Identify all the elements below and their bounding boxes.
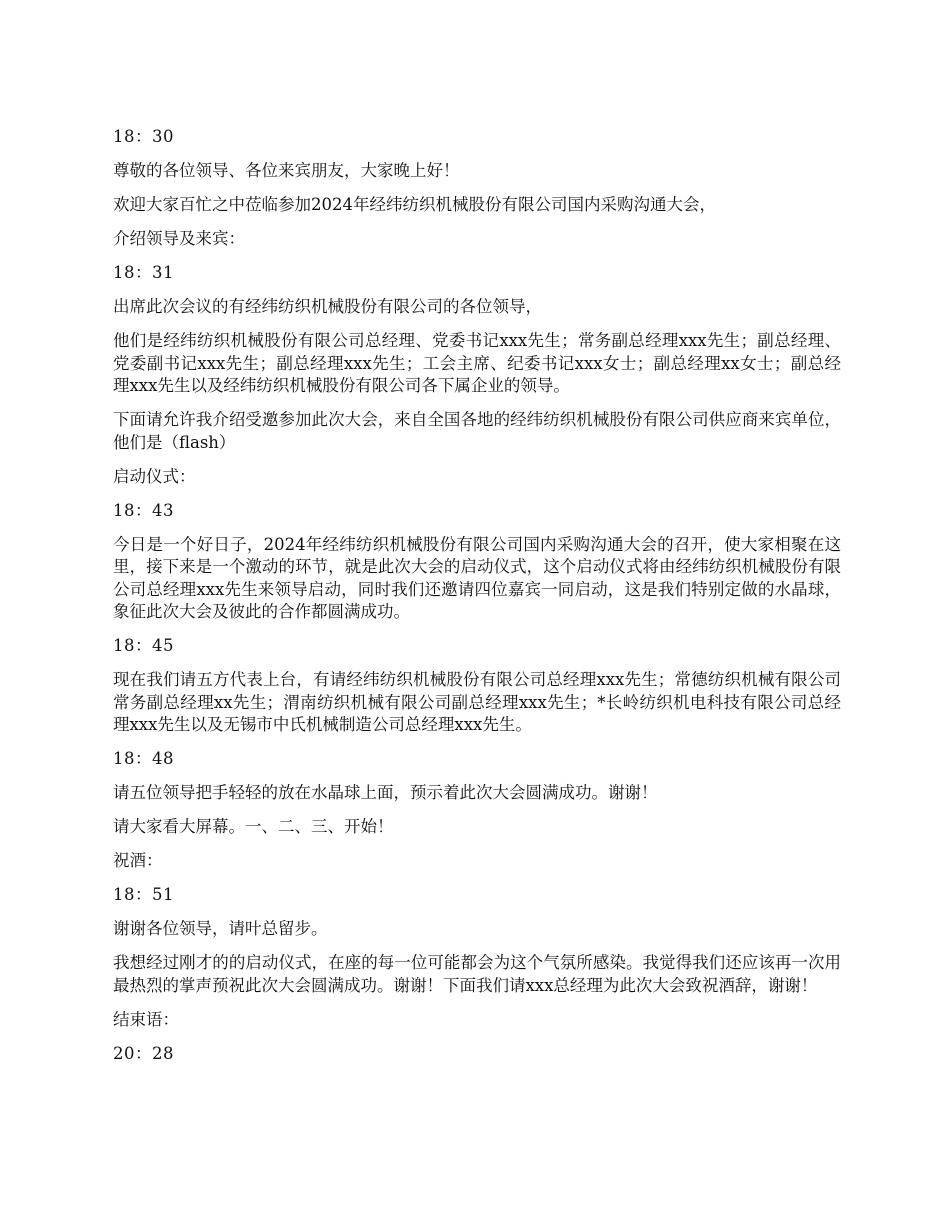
section-heading-launch-ceremony: 启动仪式： — [113, 466, 196, 486]
crystal-ball-paragraph: 请五位领导把手轻轻的放在水晶球上面，预示着此次大会圆满成功。谢谢！ — [113, 783, 658, 802]
ceremony-paragraph: 今日是一个好日子，2024年经纬纺织机械股份有限公司国内采购沟通大会的召开，使大家相聚在这里，接下来是一个激动的环节，就是此次大会的启动仪式，这个启动仪式将由经纬纺织机械股份有限公司总经理xxx先生来领导启动，同时我们还邀请四位嘉宾一同启动，这是我们特别定做的水晶球，象征此次大会及彼此的合作都圆满成功。 — [113, 534, 841, 621]
timestamp: 18：30 — [113, 127, 174, 146]
timestamp: 20：28 — [113, 1043, 174, 1063]
section-heading-introduction: 介绍领导及来宾： — [113, 229, 245, 248]
timestamp: 18：48 — [113, 749, 174, 768]
welcome-paragraph: 欢迎大家百忙之中莅临参加2024年经纬纺织机械股份有限公司国内采购沟通大会， — [113, 195, 716, 214]
timestamp: 18：43 — [113, 500, 174, 520]
leaders-list-paragraph: 他们是经纬纺织机械股份有限公司总经理、党委书记xxx先生；常务副总经理xxx先生；副总经理、党委副书记xxx先生；副总经理xxx先生；工会主席、纪委书记xxx女士；副总经理xx女士；副总经理xxx先生以及经纬纺织机械股份有限公司各下属企业的领导。 — [113, 331, 841, 395]
document-page — [113, 126, 841, 1077]
timestamp: 18：31 — [113, 263, 174, 282]
thanks-paragraph: 谢谢各位领导，请叶总留步。 — [113, 919, 328, 938]
toast-paragraph: 我想经过刚才的的启动仪式，在座的每一位可能都会为这个气氛所感染。我觉得我们还应该再一次用最热烈的掌声预祝此次大会圆满成功。谢谢！下面我们请xxx总经理为此次大会致祝酒辞，谢谢！ — [113, 953, 841, 995]
guests-intro-paragraph: 下面请允许我介绍受邀参加此次大会，来自全国各地的经纬纺织机械股份有限公司供应商来宾单位，他们是（flash） — [113, 410, 841, 452]
countdown-paragraph: 请大家看大屏幕。一、二、三、开始！ — [113, 817, 394, 836]
section-heading-closing: 结束语： — [113, 1009, 179, 1029]
timestamp: 18：45 — [113, 636, 174, 655]
representatives-paragraph: 现在我们请五方代表上台，有请经纬纺织机械股份有限公司总经理xxx先生；常德纺织机械有限公司常务副总经理xx先生；渭南纺织机械有限公司副总经理xxx先生；*长岭纺织机电科技有限公司总经理xxx先生以及无锡市中氏机械制造公司总经理xxx先生。 — [113, 670, 841, 734]
greeting-paragraph: 尊敬的各位领导、各位来宾朋友，大家晚上好！ — [113, 161, 460, 180]
attendance-paragraph: 出席此次会议的有经纬纺织机械股份有限公司的各位领导， — [113, 297, 542, 316]
section-heading-toast: 祝酒： — [113, 851, 163, 870]
timestamp: 18：51 — [113, 885, 174, 904]
